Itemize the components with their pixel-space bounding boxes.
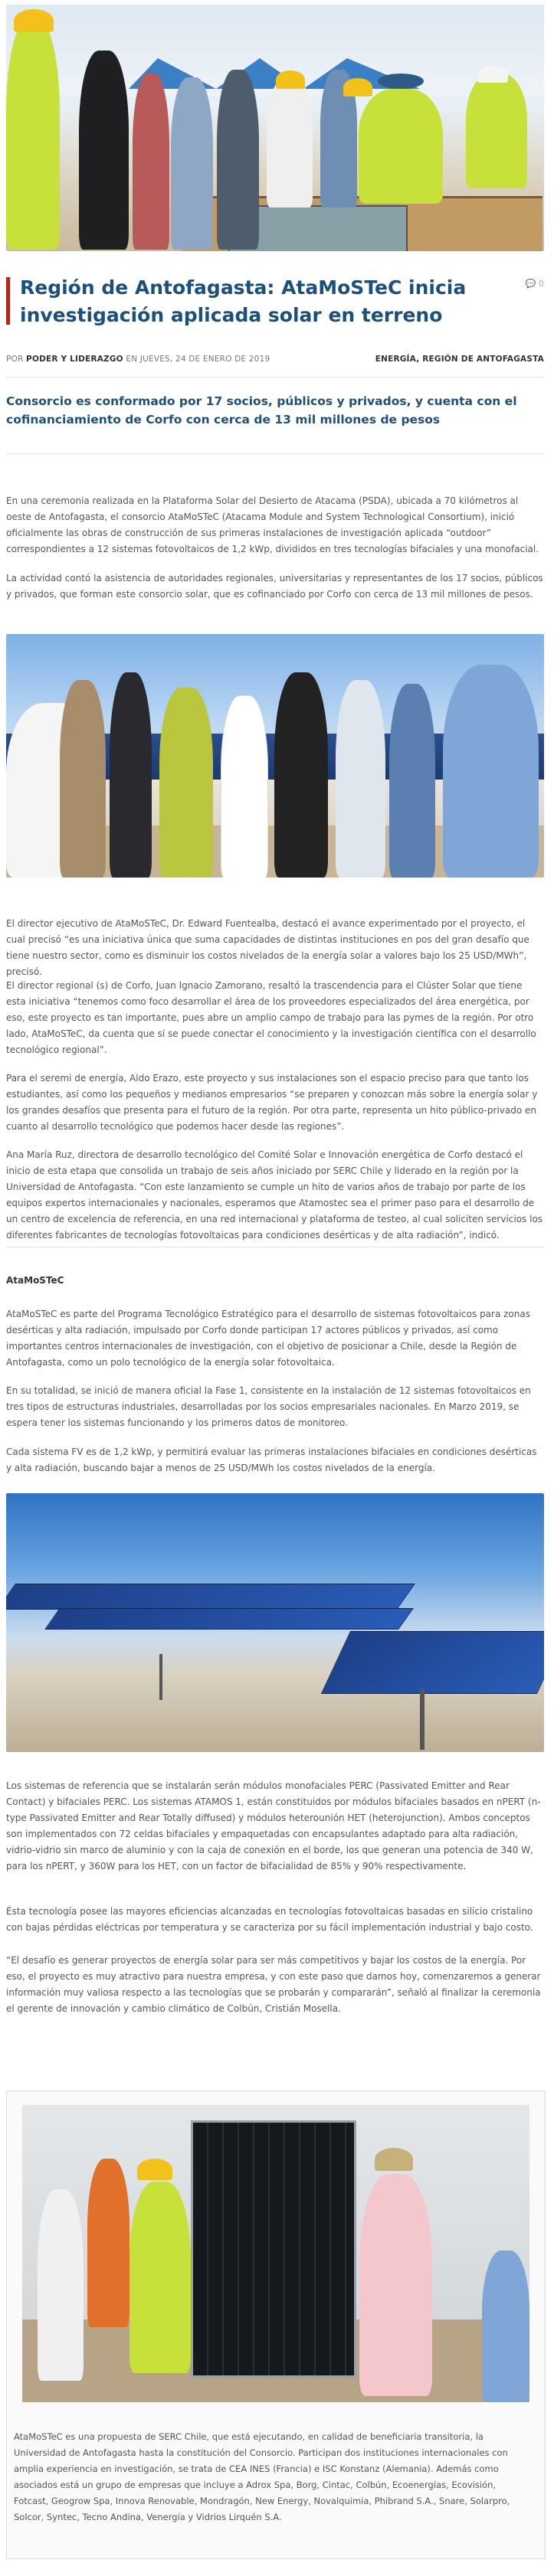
category-links[interactable]: ENERGÍA, REGIÓN DE ANTOFAGASTA [375,355,544,364]
figure-photo [22,2105,529,2402]
paragraph: El director regional (s) de Corfo, Juan Ignacio Zamorano, resaltó la trascendencia para el Clúster Solar que tiene esta iniciativa “tenemos como foco desarrollar el área de los proveedores especializados del área energética, por eso, este proyecto es tan importante, pues abre un amplio campo de trabajo para las pymes de la región. Por otro lado, AtaMoSTeC, da cuenta que sí se puede conectar el conocimiento y la investigación científica con el desarrollo tecnológico regional”. [6,980,536,1055]
publish-date: JUEVES, 24 DE ENERO DE 2019 [139,355,270,364]
author-link[interactable]: PODER Y LIDERAZGO [26,355,123,364]
paragraph: Cada sistema FV es de 1,2 kWp, y permitirá evaluar las primeras instalaciones bifaciales en condiciones desérticas y alta radiación, buscando bajar a menos de 25 USD/MWh los costos nivelados de la energía. [6,1447,537,1473]
paragraph: El director ejecutivo de AtaMoSTeC, Dr. Edward Fuentealba, destacó el avance experimentado por el proyecto, el cual precisó “es una iniciativa única que suma capacidades de distintas instituciones en pos del gran desafío que tiene nuestro sector, como es disminuir los costos nivelados de la energía solar a valores bajo los 25 USD/MWh”, precisó. [6,918,529,977]
group-photo [6,634,544,878]
article-title: Región de Antofagasta: AtaMoSTeC inicia investigación aplicada solar en terreno [20,276,467,326]
divider [6,453,544,454]
hero-photo [6,5,544,251]
solar-panels-photo [6,1493,544,1752]
paragraph: En una ceremonia realizada en la Plataforma Solar del Desierto de Atacama (PSDA), ubicada a 70 kilómetros al oeste de Antofagasta, el consorcio AtaMoSTeC (Atacama Module and System Technological Consortium), inició oficialmente las obras de construcción de sus primeras instalaciones de investigación aplicada “outdoor” correspondientes a 12 sistemas fotovoltaicos de 1,2 kWp, divididos en tres tecnologías bifaciales y una monofacial. [6,495,539,554]
title-accent-bar [6,277,10,325]
paragraph: Ana María Ruz, directora de desarrollo tecnológico del Comité Solar e Innovación energética de Corfo destacó el inicio de esta etapa que consolida un trabajo de seis años iniciado por SERC Chile y liderado en la región por la Universidad de Antofagasta. “Con este lanzamiento se cumple un hito de varios años de trabajo por parte de los equipos expertos internacionales y nacionales, esperamos que Atamostec sea el primer paso para el desarrollo de un centro de excelencia de referencia, en una red internacional y plataforma de testeo, al cual soliciten servicios los diferentes fabricantes de tecnologías fotovoltaicas para condiciones desérticas y de alta radiación”, indicó. [6,1149,543,1241]
figure-caption: AtaMoSTeC es una propuesta de SERC Chile, que está ejecutando, en calidad de beneficiaria transitoria, la Universidad de Antofagasta hasta la constitución del Consorcio. Participan dos instituciones internacionales con amplia experiencia en investigación, se trata de CEA INES (Francia) e ISC Konstanz (Alemania). Además como asociados está un grupo de empresas que incluye a Adrox Spa, Borg, Cintac, Colbún, Ecoenergías, Ecovisión, Fotcast, Geogrow Spa, Innova Renovable, Mondragón, New Energy, Novalquimia, Phibrand S.A., Snare, Solarpro, Solcor, Syntec, Tecno Andina, Venergía y Vidrios Lirquén S.A. [14,2431,510,2522]
comment-count[interactable]: 💬 0 [525,279,544,289]
section-heading: AtaMoSTeC [6,1275,64,1286]
article-lead: Consorcio es conformado por 17 socios, públicos y privados, y cuenta con el cofinanciamiento de Corfo con cerca de 13 mil millones de pesos [6,394,517,427]
paragraph: Para el seremi de energía, Aldo Erazo, este proyecto y sus instalaciones son el espacio preciso para que tanto los estudiantes, así como los pequeños y medianos empresarios “se preparen y conozcan más sobre la energía solar y los grandes desafíos que presenta para el futuro de la región. Por otra parte, representa un hito público-privado en cuanto al desarrollo tecnológico que podemos hacer desde las regiones”. [6,1073,538,1132]
comment-icon[interactable]: 💬 [525,279,536,289]
paragraph: “El desafío es generar proyectos de energía solar para ser más competitivos y bajar los costos de la energía. Por eso, el proyecto es muy atractivo para nuestra empresa, y con este paso que damos hoy, comenzaremos a generar información muy valiosa respecto a las tecnologías que se probarán y compararán”, señaló al finalizar la ceremonia el gerente de innovación y cambio climático de Colbún, Cristián Mosella. [6,1955,541,2014]
paragraph: Ésta tecnología posee las mayores eficiencias alcanzadas en tecnologías fotovoltaicas basadas en silicio cristalino con bajas pérdidas eléctricas por temperatura y se caracteriza por su fácil implementación industrial y bajo costo. [6,1906,533,1933]
divider [6,377,544,378]
paragraph: La actividad contó la asistencia de autoridades regionales, universitarias y representantes de los 17 socios, públicos y privados, que forman este consorcio solar, que es cofinanciado por Corfo con cerca de 13 mil millones de pesos. [6,573,543,600]
article-meta: POR PODER Y LIDERAZGO EN JUEVES, 24 DE ENERO DE 2019 ENERGÍA, REGIÓN DE ANTOFAGASTA [6,355,544,364]
paragraph: AtaMoSTeC es parte del Programa Tecnológico Estratégico para el desarrollo de sistemas fotovoltaicos para zonas desérticas y alta radiación, impulsado por Corfo donde participan 17 actores públicos y privados, así como importantes centros internacionales de investigación, con el objetivo de posicionar a Chile, desde la Región de Antofagasta, como un polo tecnológico de la energía solar fotovoltaica. [6,1309,530,1368]
paragraph: Los sistemas de referencia que se instalarán serán módulos monofaciales PERC (Passivated Emitter and Rear Contact) y bifaciales PERC. Los sistemas ATAMOS 1, están constituidos por módulos bifaciales basados en nPERT (n-type Passivated Emitter and Rear Totally diffused) y módulos heterounión HET (heterojunction). Ambos conceptos son implementados con 72 celdas bifaciales y empaquetadas con encapsulantes adaptado para alta radiación, vidrio-vidrio sin marco de aluminio y con la caja de conexión en el borde, los que generan una potencia de 340 W, para los nPERT, y 360W para los HET, con un factor de bifacialidad de 85% y 90% respectivamente. [6,1780,541,1872]
paragraph: En su totalidad, se inició de manera oficial la Fase 1, consistente en la instalación de 12 sistemas fotovoltaicos en tres tipos de estructuras industriales, desarrolladas por los socios empresariales nacionales. En Marzo 2019, se espera tener los sistemas funcionando y los primeros datos de monitoreo. [6,1385,531,1428]
